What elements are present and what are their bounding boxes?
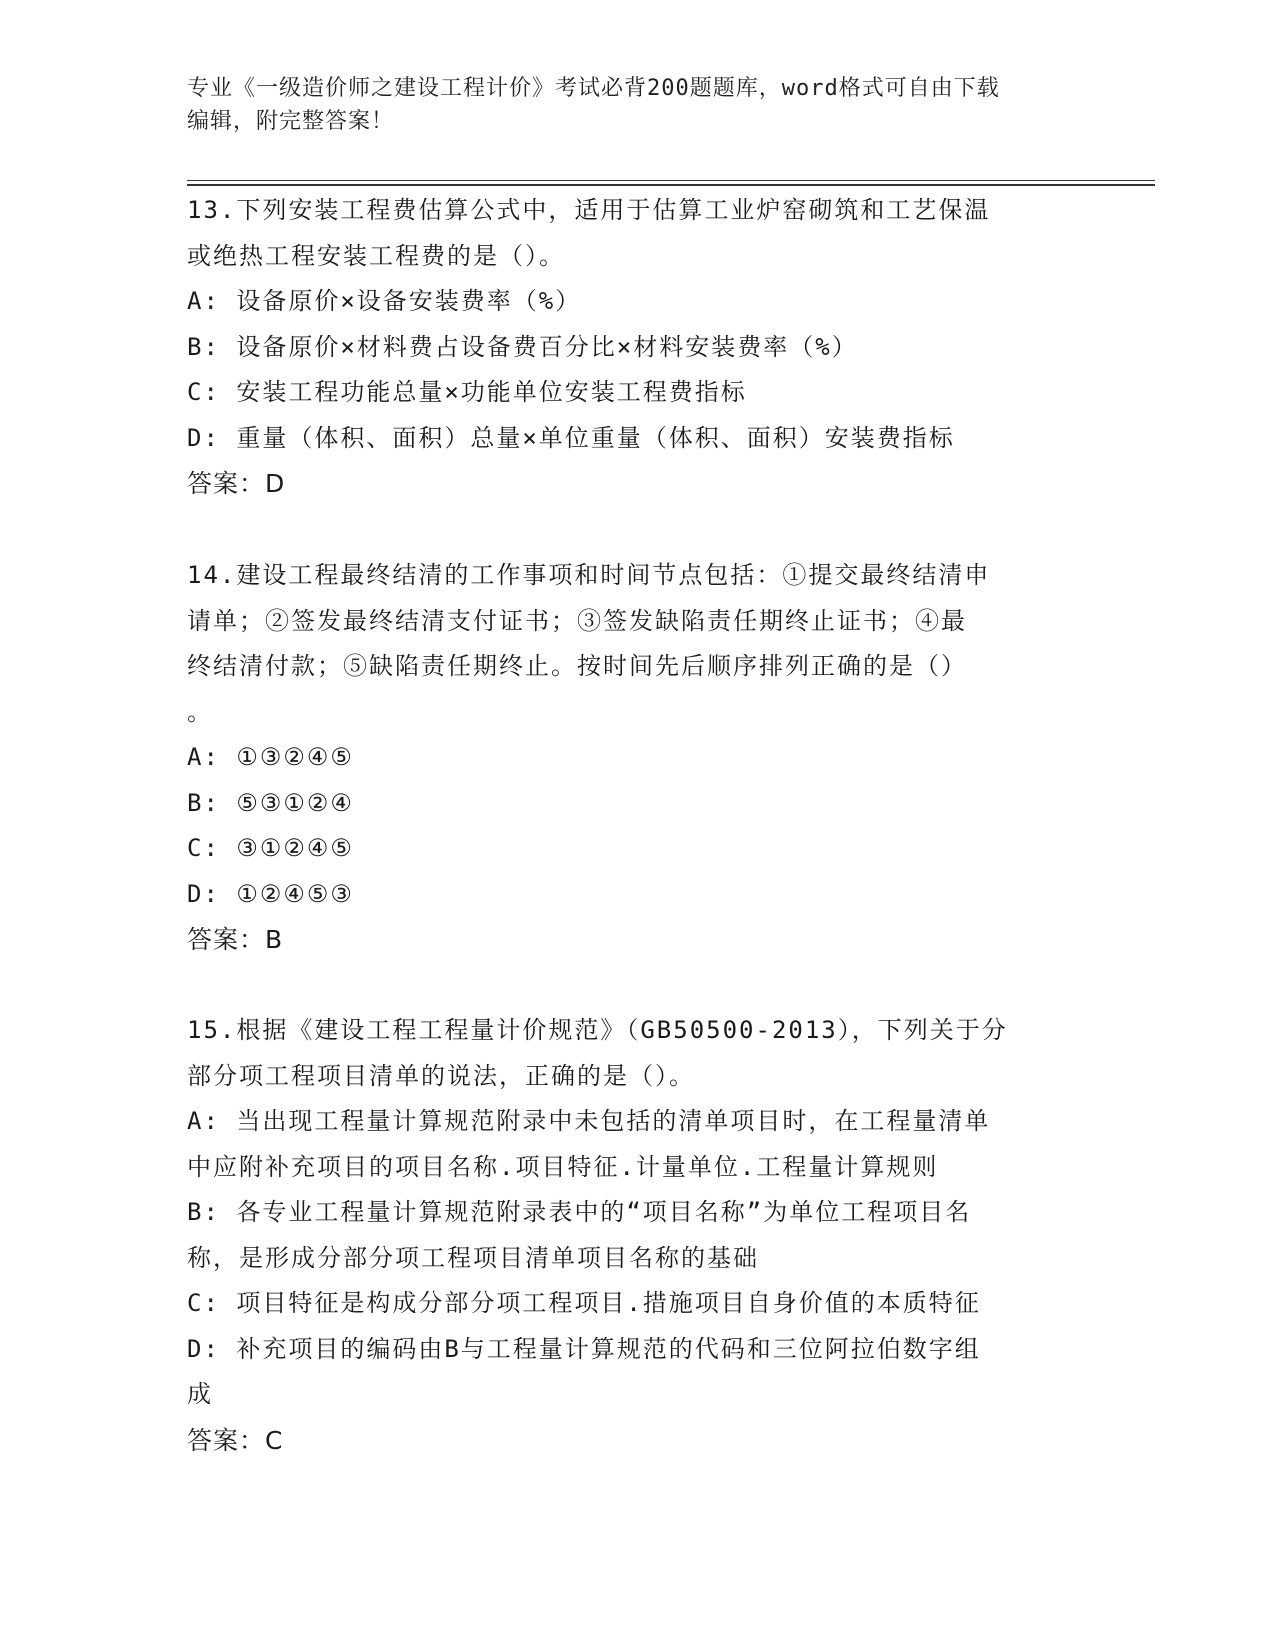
option-a: A: 当出现工程量计算规范附录中未包括的清单项目时，在工程量清单 [187,1107,991,1135]
answer-line: 答案：D [187,469,286,498]
document-header [187,72,1087,138]
question-stem-line: 14.建设工程最终结清的工作事项和时间节点包括：①提交最终结清申 [187,561,991,589]
answer-line: 答案：C [187,1425,284,1455]
header-line: 专业《一级造价师之建设工程计价》考试必背200题题库，word格式可自由下载 [187,76,1000,101]
option-b: B: 各专业工程量计算规范附录表中的“项目名称”为单位工程项目名 [187,1198,972,1226]
option-b: B: ⑤③①②④ [187,788,354,817]
answer-line: 答案：B [187,925,284,954]
option-c: C: 项目特征是构成分部分项工程项目.措施项目自身价值的本质特征 [187,1289,981,1317]
question-stem-line: 13.下列安装工程费估算公式中，适用于估算工业炉窑砌筑和工艺保温 [187,196,991,224]
question-stem-line: 。 [187,697,213,726]
option-d: D: 重量（体积、面积）总量×单位重量（体积、面积）安装费指标 [187,423,955,452]
option-d-continued: 成 [187,1380,213,1408]
question-stem-line: 15.根据《建设工程工程量计价规范》（GB50500-2013），下列关于分 [187,1016,1008,1044]
option-b-continued: 称，是形成分部分项工程项目清单项目名称的基础 [187,1243,759,1272]
header-divider-thick [187,184,1155,186]
option-d: D: ①②④⑤③ [187,879,354,908]
option-b: B: 设备原价×材料费占设备费百分比×材料安装费率（%） [187,332,858,361]
question-stem-line: 或绝热工程安装工程费的是（）。 [187,241,565,270]
question-13 [187,188,1087,507]
option-a-continued: 中应附补充项目的项目名称.项目特征.计量单位.工程量计算规则 [187,1152,939,1181]
question-stem-line: 部分项工程项目清单的说法，正确的是（）。 [187,1061,695,1090]
option-a: A: 设备原价×设备安装费率（%） [187,287,582,315]
question-15 [187,1008,1087,1463]
header-line: 编辑，附完整答案！ [187,109,395,134]
option-d: D: 补充项目的编码由B与工程量计算规范的代码和三位阿拉伯数字组 [187,1334,981,1363]
question-stem-line: 请单；②签发最终结清支付证书；③签发缺陷责任期终止证书；④最 [187,606,967,635]
header-divider-thin [187,180,1155,181]
option-a: A: ①③②④⑤ [187,743,354,771]
question-stem-line: 终结清付款；⑤缺陷责任期终止。按时间先后顺序排列正确的是（） [187,652,967,680]
question-14 [187,553,1087,963]
option-c: C: ③①②④⑤ [187,834,354,862]
option-c: C: 安装工程功能总量×功能单位安装工程费指标 [187,378,747,406]
